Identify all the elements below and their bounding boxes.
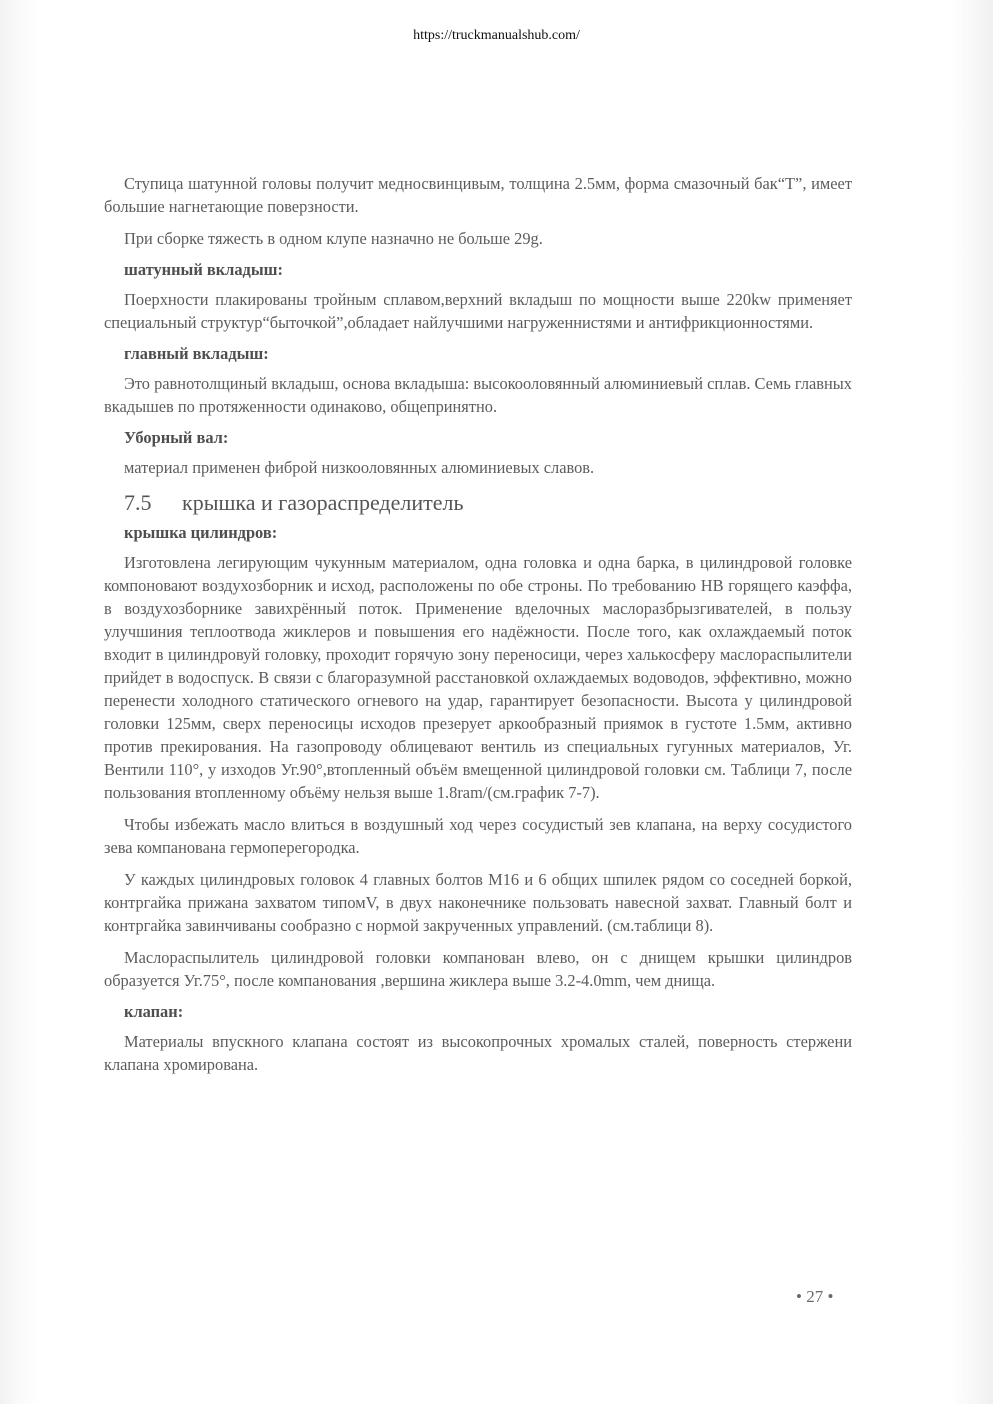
page-body	[104, 172, 852, 1085]
section-heading	[124, 488, 852, 518]
subheading-thrust-shaft: Уборный вал:	[124, 428, 229, 447]
subheading-rod-bearing: шатунный вкладыш:	[124, 260, 283, 279]
section-title: крышка и газораспределитель	[182, 490, 464, 515]
section-number: 7.5	[124, 490, 152, 515]
paragraph-cylinder-head: Изготовлена легирующим чукунным материалом, одна головка и одна барка, в цилиндровой головке компоновают воздухозборник и исход, расположены по обе строны. По требованию НВ горящего каэффа, в воздухозборнике завихрённый поток. Применение вделочных маслоразбрызгивателей, в пользу улучшиния теплоотвода жиклеров и повышения его надёжности. После того, как охлаждаемый поток входит в цилиндровуй головку, проходит горячую зону переносици, через халькосферу маслораспылители прийдет в водоспуск. В связи с благоразумной расстановкой охлаждаемых водоводов, эффективно, можно перенести холодного статического огневого на удар, гарантирует безопасности. Высота у цилиндровой головки 125мм, сверх переносицы исходов презерует аркообразный приямок в густоте 1.5мм, активно против прекирования. На газопроводу облицевают вентиль из специальных гугунных материалов, Уг. Вентили 110°, у изходов Уг.90°,втопленный объём вмещенной цилиндровой головки см. Таблици 7, после пользования втопленному объёму нельзя выше 1.8ram/(см.график 7-7).	[104, 553, 852, 802]
subheading-valve: клапан:	[124, 1002, 184, 1021]
paragraph-valve-seal: Чтобы избежать масло влиться в воздушный ход через сосудистый зев клапана, на верху сосудистого зева компанована гермоперегородка.	[104, 815, 852, 857]
paragraph-rod-bearing: Поерхности плакированы тройным сплавом,верхний вкладыш по мощности выше 220kw применяет специальный структур“быточкой”,обладает найлучшими нагруженнистями и антифрикционностями.	[104, 290, 852, 332]
paragraph-injector: Маслораспылитель цилиндровой головки компанован влево, он с днищем крышки цилиндров образуется Уг.75°, после компанования ,вершина жиклера выше 3.2-4.0mm, чем днища.	[104, 948, 852, 990]
paragraph-assembly-weight: При сборке тяжесть в одном клупе назначно не больше 29g.	[124, 229, 543, 248]
paragraph-valve: Материалы впускного клапана состоят из высокопрочных хромалых сталей, поверность стержени клапана хромирована.	[104, 1032, 852, 1074]
subheading-main-bearing: главный вкладыш:	[124, 344, 269, 363]
subheading-cylinder-head: крышка цилиндров:	[124, 523, 278, 542]
paragraph-connecting-rod-hub: Ступица шатунной головы получит медносвинцивым, толщина 2.5мм, форма смазочный бак“Т”, имеет большие нагнетающие поверзности.	[104, 174, 852, 216]
paragraph-thrust-shaft: материал применен фиброй низкооловянных алюминиевых славов.	[124, 458, 595, 477]
page-number: • 27 •	[796, 1287, 834, 1306]
paragraph-main-bearing: Это равнотолщиный вкладыш, основа вкладыша: высокооловянный алюминиевый сплав. Семь главных вкадышев по протяженности одинаково, общепринятно.	[104, 374, 852, 416]
paragraph-head-bolts: У каждых цилиндровых головок 4 главных болтов М16 и 6 общих шпилек рядом со соседней боркой, контргайка прижана захватом типомV, в двух наконечнике пользовать навесной захват. Главный болт и контргайка завинчиваны сообразно с нормой закрученных управлений. (см.таблици 8).	[104, 870, 852, 935]
source-url[interactable]: https://truckmanualshub.com/	[413, 28, 580, 43]
